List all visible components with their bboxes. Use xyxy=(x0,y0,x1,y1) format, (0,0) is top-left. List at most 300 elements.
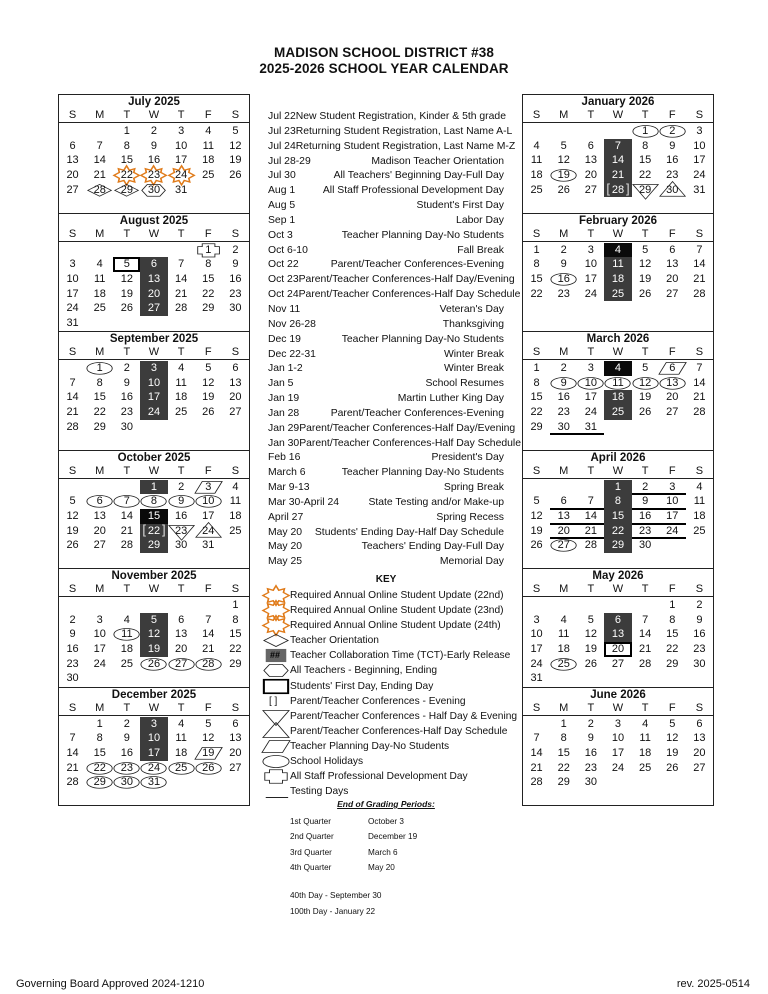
day-cell xyxy=(659,257,686,272)
day-number: 23 xyxy=(639,524,652,537)
day-cell xyxy=(195,761,222,776)
day-number: 12 xyxy=(66,509,79,522)
day-cell xyxy=(222,243,249,258)
day-number: 6 xyxy=(232,362,239,374)
day-cell xyxy=(168,183,195,198)
day-cell xyxy=(113,420,140,435)
day-cell xyxy=(686,139,713,154)
event-date: Oct 24 xyxy=(268,289,299,301)
day-cell xyxy=(632,657,659,672)
event-date: May 20 xyxy=(268,541,303,553)
day-cell xyxy=(686,613,713,628)
day-number: 3 xyxy=(587,362,594,374)
day-cell xyxy=(523,509,550,524)
day-cell xyxy=(140,494,167,509)
empty-cell xyxy=(523,598,550,613)
day-cell xyxy=(195,524,222,539)
day-number: 29 xyxy=(639,183,652,196)
day-cell xyxy=(59,316,86,331)
month-calendar xyxy=(523,569,713,688)
key-item xyxy=(262,648,512,663)
event-description: Spring Break xyxy=(443,482,504,494)
day-number: 17 xyxy=(611,746,625,759)
weekday-label: W xyxy=(612,227,624,240)
day-cell xyxy=(140,301,167,316)
day-cell xyxy=(632,642,659,657)
day-number: 25 xyxy=(202,169,215,182)
day-number: 4 xyxy=(178,717,185,730)
day-number: 24 xyxy=(693,169,706,182)
day-cell xyxy=(659,494,686,509)
day-cell xyxy=(577,642,604,657)
day-cell xyxy=(86,538,113,553)
event-date: April 27 xyxy=(268,511,304,523)
day-number: 16 xyxy=(175,509,188,522)
day-cell xyxy=(632,731,659,746)
day-cell xyxy=(550,361,577,376)
weekday-label: T xyxy=(177,346,185,358)
day-cell xyxy=(632,124,659,139)
day-cell xyxy=(59,405,86,420)
key-item xyxy=(262,663,512,678)
day-cell xyxy=(523,524,550,539)
empty-cell xyxy=(168,598,195,613)
day-cell xyxy=(168,657,195,672)
day-number: 21 xyxy=(693,272,706,285)
day-number: 10 xyxy=(147,732,161,745)
day-cell xyxy=(195,361,222,376)
event-description: Teacher Planning Day-No Students xyxy=(341,333,504,345)
day-cell xyxy=(604,287,631,302)
day-cell xyxy=(195,153,222,168)
day-number: 11 xyxy=(94,272,106,285)
day-number: 13 xyxy=(147,272,161,285)
day-cell xyxy=(222,717,249,732)
day-number: 5 xyxy=(669,717,676,730)
day-cell xyxy=(523,153,550,168)
day-number: 8 xyxy=(96,732,103,745)
day-cell xyxy=(550,613,577,628)
day-cell xyxy=(168,376,195,391)
day-cell xyxy=(140,717,167,732)
day-cell xyxy=(168,509,195,524)
day-cell xyxy=(577,139,604,154)
day-cell xyxy=(86,390,113,405)
day-number: 4 xyxy=(642,717,649,730)
day-number: 13 xyxy=(666,376,679,389)
day-cell xyxy=(140,642,167,657)
event-date: Jan 19 xyxy=(268,393,300,405)
day-cell xyxy=(686,168,713,183)
day-number: 13 xyxy=(584,154,597,167)
day-cell xyxy=(523,627,550,642)
day-number: 26 xyxy=(557,183,570,196)
day-number: 17 xyxy=(147,746,161,759)
key-item xyxy=(262,679,512,694)
day-number: 23 xyxy=(66,657,79,670)
day-number: 17 xyxy=(66,287,79,300)
event-description: Memorial Day xyxy=(439,556,504,568)
weekday-label: W xyxy=(148,227,160,240)
day-number: 9 xyxy=(669,139,676,152)
day-cell xyxy=(577,376,604,391)
empty-cell xyxy=(577,124,604,139)
day-cell xyxy=(59,390,86,405)
day-number: 30 xyxy=(120,776,133,789)
day-number: 6 xyxy=(178,613,185,626)
day-cell xyxy=(113,613,140,628)
day-number: 27 xyxy=(557,539,570,552)
day-cell xyxy=(140,287,167,302)
weekday-label: F xyxy=(204,227,212,240)
weekday-label: S xyxy=(532,583,541,595)
day-number: 8 xyxy=(614,495,622,508)
day-cell xyxy=(523,376,550,391)
testing-underline xyxy=(550,433,577,435)
day-number: 27 xyxy=(229,406,242,419)
day-number: 31 xyxy=(66,316,79,329)
event-date: Jan 1-2 xyxy=(268,363,303,375)
event-date: Oct 6-10 xyxy=(268,244,308,256)
day-cell xyxy=(195,538,222,553)
day-number: 14 xyxy=(93,154,106,167)
day-cell xyxy=(604,524,631,539)
weekday-header xyxy=(59,109,249,123)
day-number: 16 xyxy=(584,746,597,759)
day-number: 19 xyxy=(666,746,679,759)
day-number: 7 xyxy=(533,732,540,745)
day-number: 20 xyxy=(693,746,706,759)
day-number: 13 xyxy=(666,258,679,271)
day-cell xyxy=(86,613,113,628)
day-number: 4 xyxy=(123,613,130,626)
day-cell xyxy=(604,746,631,761)
weekday-label: T xyxy=(123,227,131,240)
event-description: Returning Student Registration, Last Name A-L xyxy=(295,125,513,137)
day-number: 23 xyxy=(147,169,161,182)
day-cell xyxy=(222,287,249,302)
oval-icon xyxy=(262,754,290,769)
day-number: 7 xyxy=(123,495,130,508)
day-number: 9 xyxy=(642,495,649,508)
day-cell xyxy=(59,671,86,686)
weekday-label: S xyxy=(532,346,541,358)
day-cell xyxy=(113,257,140,272)
day-cell xyxy=(686,524,713,539)
day-cell xyxy=(659,272,686,287)
day-cell xyxy=(604,376,631,391)
day-cell xyxy=(140,657,167,672)
day-number: 11 xyxy=(202,139,214,152)
day-cell xyxy=(550,272,577,287)
day-number: 14 xyxy=(530,746,543,759)
day-number: 28 xyxy=(693,287,706,300)
weekday-label: W xyxy=(612,109,624,121)
day-grid xyxy=(523,360,713,434)
day-number: 30 xyxy=(66,672,79,685)
event-row xyxy=(268,526,504,541)
day-number: 3 xyxy=(96,613,103,626)
day-cell xyxy=(140,376,167,391)
empty-cell xyxy=(59,361,86,376)
day-cell xyxy=(222,761,249,776)
day-cell xyxy=(59,657,86,672)
day-number: 22 xyxy=(93,761,106,774)
grading-periods-heading: End of Grading Periods: xyxy=(337,799,435,809)
day-cell xyxy=(686,509,713,524)
day-number: 10 xyxy=(584,258,597,271)
event-description: Student's First Day xyxy=(416,200,504,212)
day-cell xyxy=(59,301,86,316)
empty-cell xyxy=(140,598,167,613)
event-row xyxy=(268,451,504,466)
day-number: 27 xyxy=(693,761,706,774)
day-number: 17 xyxy=(147,391,161,404)
day-number: 11 xyxy=(558,628,570,641)
weekday-header xyxy=(59,228,249,242)
day-number: 8 xyxy=(533,376,540,389)
weekday-label: S xyxy=(695,346,704,358)
day-cell xyxy=(686,731,713,746)
event-row xyxy=(268,214,504,229)
day-cell xyxy=(222,390,249,405)
day-cell xyxy=(632,153,659,168)
key-item xyxy=(262,709,518,724)
day-number: 20 xyxy=(93,524,106,537)
day-number: 16 xyxy=(557,391,570,404)
day-number: 22 xyxy=(666,643,679,656)
month-calendar xyxy=(59,569,249,688)
day-number: 20 xyxy=(229,746,242,759)
day-cell xyxy=(523,775,550,790)
day-grid xyxy=(523,479,713,553)
weekday-label: M xyxy=(95,464,105,477)
day-grid xyxy=(59,597,249,686)
event-description: Madison Teacher Orientation xyxy=(371,155,504,167)
day-number: 7 xyxy=(587,495,594,508)
event-date: Aug 5 xyxy=(268,200,296,212)
day-number: 22 xyxy=(147,524,161,537)
event-description: School Resumes xyxy=(425,378,504,390)
day-cell xyxy=(86,731,113,746)
day-number: 6 xyxy=(696,717,703,730)
empty-cell xyxy=(140,243,167,258)
month-name: July 2025 xyxy=(128,96,180,108)
weekday-label: F xyxy=(668,583,676,595)
day-number: 4 xyxy=(96,258,103,271)
event-row xyxy=(268,169,504,184)
day-cell xyxy=(577,183,604,198)
box-icon xyxy=(262,679,290,694)
day-number: 9 xyxy=(232,258,239,271)
day-cell xyxy=(659,657,686,672)
empty-cell xyxy=(59,124,86,139)
day-cell xyxy=(550,390,577,405)
event-row xyxy=(268,555,504,570)
day-number: 15 xyxy=(557,746,570,759)
day-cell xyxy=(195,301,222,316)
day-number: 2 xyxy=(560,362,567,374)
day-cell xyxy=(523,168,550,183)
day-number: 3 xyxy=(150,362,158,374)
day-cell xyxy=(195,243,222,258)
weekday-label: S xyxy=(532,701,541,714)
month-calendar xyxy=(523,688,713,807)
weekday-label: T xyxy=(587,464,595,477)
day-cell xyxy=(577,257,604,272)
day-number: 2 xyxy=(696,599,703,611)
day-grid xyxy=(59,242,249,331)
day-number: 6 xyxy=(587,139,594,152)
day-number: 27 xyxy=(66,183,79,196)
weekday-label: T xyxy=(123,464,131,477)
day-cell xyxy=(168,361,195,376)
month-name: December 2025 xyxy=(111,688,197,701)
day-grid xyxy=(523,597,713,686)
key-label: Teacher Orientation xyxy=(290,635,379,647)
day-cell xyxy=(113,509,140,524)
weekday-label: S xyxy=(231,227,240,240)
day-number: 26 xyxy=(120,302,133,315)
day-cell xyxy=(59,287,86,302)
day-cell xyxy=(222,301,249,316)
day-cell xyxy=(59,642,86,657)
day-cell xyxy=(577,731,604,746)
day-number: 15 xyxy=(530,272,543,285)
day-number: 1 xyxy=(669,599,676,611)
event-date: Oct 22 xyxy=(268,259,299,271)
event-description: Veteran's Day xyxy=(439,303,504,315)
event-description: Parent/Teacher Conferences-Half Day/Evening xyxy=(299,422,516,434)
month-calendar xyxy=(523,332,713,451)
day-cell xyxy=(86,301,113,316)
day-number: 7 xyxy=(696,362,703,374)
day-number: 23 xyxy=(584,761,597,774)
day-number: 13 xyxy=(229,732,242,745)
weekday-label: M xyxy=(559,227,569,240)
day-cell xyxy=(168,480,195,495)
day-cell xyxy=(86,168,113,183)
day-number: 9 xyxy=(178,495,185,508)
star-icon xyxy=(262,618,290,633)
day-cell xyxy=(140,153,167,168)
day-number: 28 xyxy=(93,183,106,196)
day-number: 28 xyxy=(120,539,133,552)
day-cell xyxy=(222,598,249,613)
day-cell xyxy=(604,405,631,420)
day-cell xyxy=(523,538,550,553)
day-cell xyxy=(140,524,167,539)
day-cell xyxy=(140,627,167,642)
day-cell xyxy=(686,761,713,776)
day-cell xyxy=(632,168,659,183)
day-number: 27 xyxy=(666,406,679,419)
day-cell xyxy=(59,494,86,509)
empty-cell xyxy=(86,243,113,258)
day-number: 6 xyxy=(232,717,239,730)
day-cell xyxy=(550,627,577,642)
day-number: 26 xyxy=(584,657,597,670)
event-row xyxy=(268,155,504,170)
day-number: 17 xyxy=(175,154,188,167)
day-number: 3 xyxy=(696,125,703,137)
day-number: 5 xyxy=(533,495,540,508)
calendar-column-left xyxy=(58,94,250,806)
day-cell xyxy=(168,168,195,183)
day-number: 3 xyxy=(614,717,622,730)
weekday-header xyxy=(59,346,249,360)
parallelogram-icon xyxy=(262,739,290,754)
day-number: 21 xyxy=(584,524,597,537)
day-cell xyxy=(195,613,222,628)
month-calendar xyxy=(59,688,249,807)
day-number: 3 xyxy=(69,258,76,271)
day-cell xyxy=(86,494,113,509)
day-number: 18 xyxy=(175,746,188,759)
day-cell xyxy=(632,257,659,272)
day-cell xyxy=(113,376,140,391)
day-number: 18 xyxy=(93,287,106,300)
day-number: 18 xyxy=(557,643,570,656)
day-number: 12 xyxy=(530,509,543,522)
day-cell xyxy=(195,168,222,183)
day-cell xyxy=(659,168,686,183)
event-date: Oct 3 xyxy=(268,229,293,241)
key-item xyxy=(262,588,512,603)
event-row xyxy=(268,496,504,511)
day-cell xyxy=(113,405,140,420)
day-number: 13 xyxy=(66,154,79,167)
day-cell xyxy=(686,717,713,732)
day-number: 21 xyxy=(175,287,188,300)
day-number: 22 xyxy=(530,406,543,419)
day-number: 26 xyxy=(202,761,215,774)
day-number: 12 xyxy=(666,732,679,745)
grading-period-row xyxy=(290,845,417,860)
event-row xyxy=(268,377,504,392)
day-cell xyxy=(550,420,577,435)
day-number: 20 xyxy=(66,169,79,182)
day-number: 7 xyxy=(178,258,185,271)
month-calendar xyxy=(59,332,249,451)
day-number: 7 xyxy=(614,139,622,152)
day-number: 31 xyxy=(175,183,188,196)
day-number: 7 xyxy=(69,376,76,389)
month-name: September 2025 xyxy=(109,333,199,345)
day-number: 6 xyxy=(96,495,103,508)
day-cell xyxy=(550,775,577,790)
day-cell xyxy=(577,761,604,776)
day-number: 11 xyxy=(612,376,624,389)
day-number: 26 xyxy=(666,761,679,774)
day-number: 13 xyxy=(93,509,106,522)
day-number: 10 xyxy=(530,628,543,641)
day-cell xyxy=(86,761,113,776)
weekday-header xyxy=(59,702,249,716)
day-cell xyxy=(523,642,550,657)
day-cell xyxy=(604,538,631,553)
day-number: 26 xyxy=(639,406,652,419)
day-number: 7 xyxy=(696,243,703,256)
day-cell xyxy=(195,390,222,405)
day-cell xyxy=(195,287,222,302)
weekday-header xyxy=(523,109,713,123)
weekday-label: M xyxy=(559,346,569,358)
event-description: Winter Break xyxy=(443,363,504,375)
day-number: 25 xyxy=(93,302,106,315)
day-number: 25 xyxy=(557,657,570,670)
weekday-label: M xyxy=(95,583,105,595)
